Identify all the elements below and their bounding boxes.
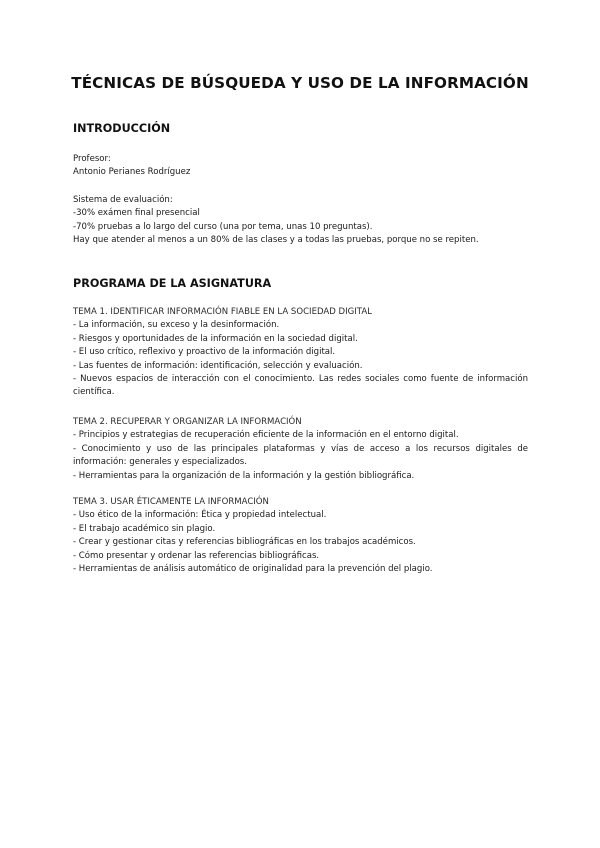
profesor-block — [73, 153, 528, 180]
evaluation-item: -70% pruebas a lo largo del curso (una por tema, unas 10 preguntas). — [73, 221, 373, 232]
tema-item: - Las fuentes de información: identificación, selección y evaluación. — [73, 360, 363, 371]
tema-item: - Uso ético de la información: Ética y propiedad intelectual. — [73, 510, 327, 521]
tema-item: - Conocimiento y uso de las principales plataformas y vías de acceso a los recursos digitales de información: generales y especializados. — [73, 443, 528, 468]
tema-item: - Herramientas de análisis automático de originalidad para la prevención del plagio. — [73, 564, 433, 575]
profesor-label: Profesor: — [73, 154, 111, 164]
evaluation-label: Sistema de evaluación: — [73, 195, 173, 205]
tema-item: - Crear y gestionar citas y referencias bibliográficas en los trabajos académicos. — [73, 537, 416, 548]
evaluation-block — [73, 194, 528, 248]
evaluation-item: Hay que atender al menos a un 80% de las clases y a todas las pruebas, porque no se repiten. — [73, 235, 479, 246]
tema-item: - El trabajo académico sin plagio. — [73, 523, 216, 534]
tema-title: TEMA 2. RECUPERAR Y ORGANIZAR LA INFORMACIÓN — [73, 417, 302, 427]
document-title: TÉCNICAS DE BÚSQUEDA Y USO DE LA INFORMACIÓN — [71, 74, 529, 92]
evaluation-item: -30% exámen final presencial — [73, 208, 200, 219]
intro-heading: INTRODUCCIÓN — [73, 122, 171, 135]
tema-item: - La información, su exceso y la desinformación. — [73, 320, 280, 331]
tema-item: - Herramientas para la organización de la información y la gestión bibliográfica. — [73, 470, 415, 481]
tema-2-block — [73, 416, 528, 483]
tema-1-block — [73, 306, 528, 400]
tema-3-block — [73, 496, 528, 576]
tema-item: - Riesgos y oportunidades de la información en la sociedad digital. — [73, 333, 358, 344]
tema-item: - Cómo presentar y ordenar las referencias bibliográficas. — [73, 550, 320, 561]
profesor-name: Antonio Perianes Rodríguez — [73, 167, 191, 178]
tema-title: TEMA 1. IDENTIFICAR INFORMACIÓN FIABLE EN LA SOCIEDAD DIGITAL — [73, 307, 372, 317]
program-heading: PROGRAMA DE LA ASIGNATURA — [73, 277, 272, 290]
tema-item: - Principios y estrategias de recuperación eficiente de la información en el entorno digital. — [73, 430, 459, 441]
tema-item: - Nuevos espacios de interacción con el conocimiento. Las redes sociales como fuente de información científica. — [73, 374, 528, 398]
tema-item: - El uso crítico, reflexivo y proactivo de la información digital. — [73, 347, 336, 358]
tema-title: TEMA 3. USAR ÉTICAMENTE LA INFORMACIÓN — [73, 497, 269, 507]
